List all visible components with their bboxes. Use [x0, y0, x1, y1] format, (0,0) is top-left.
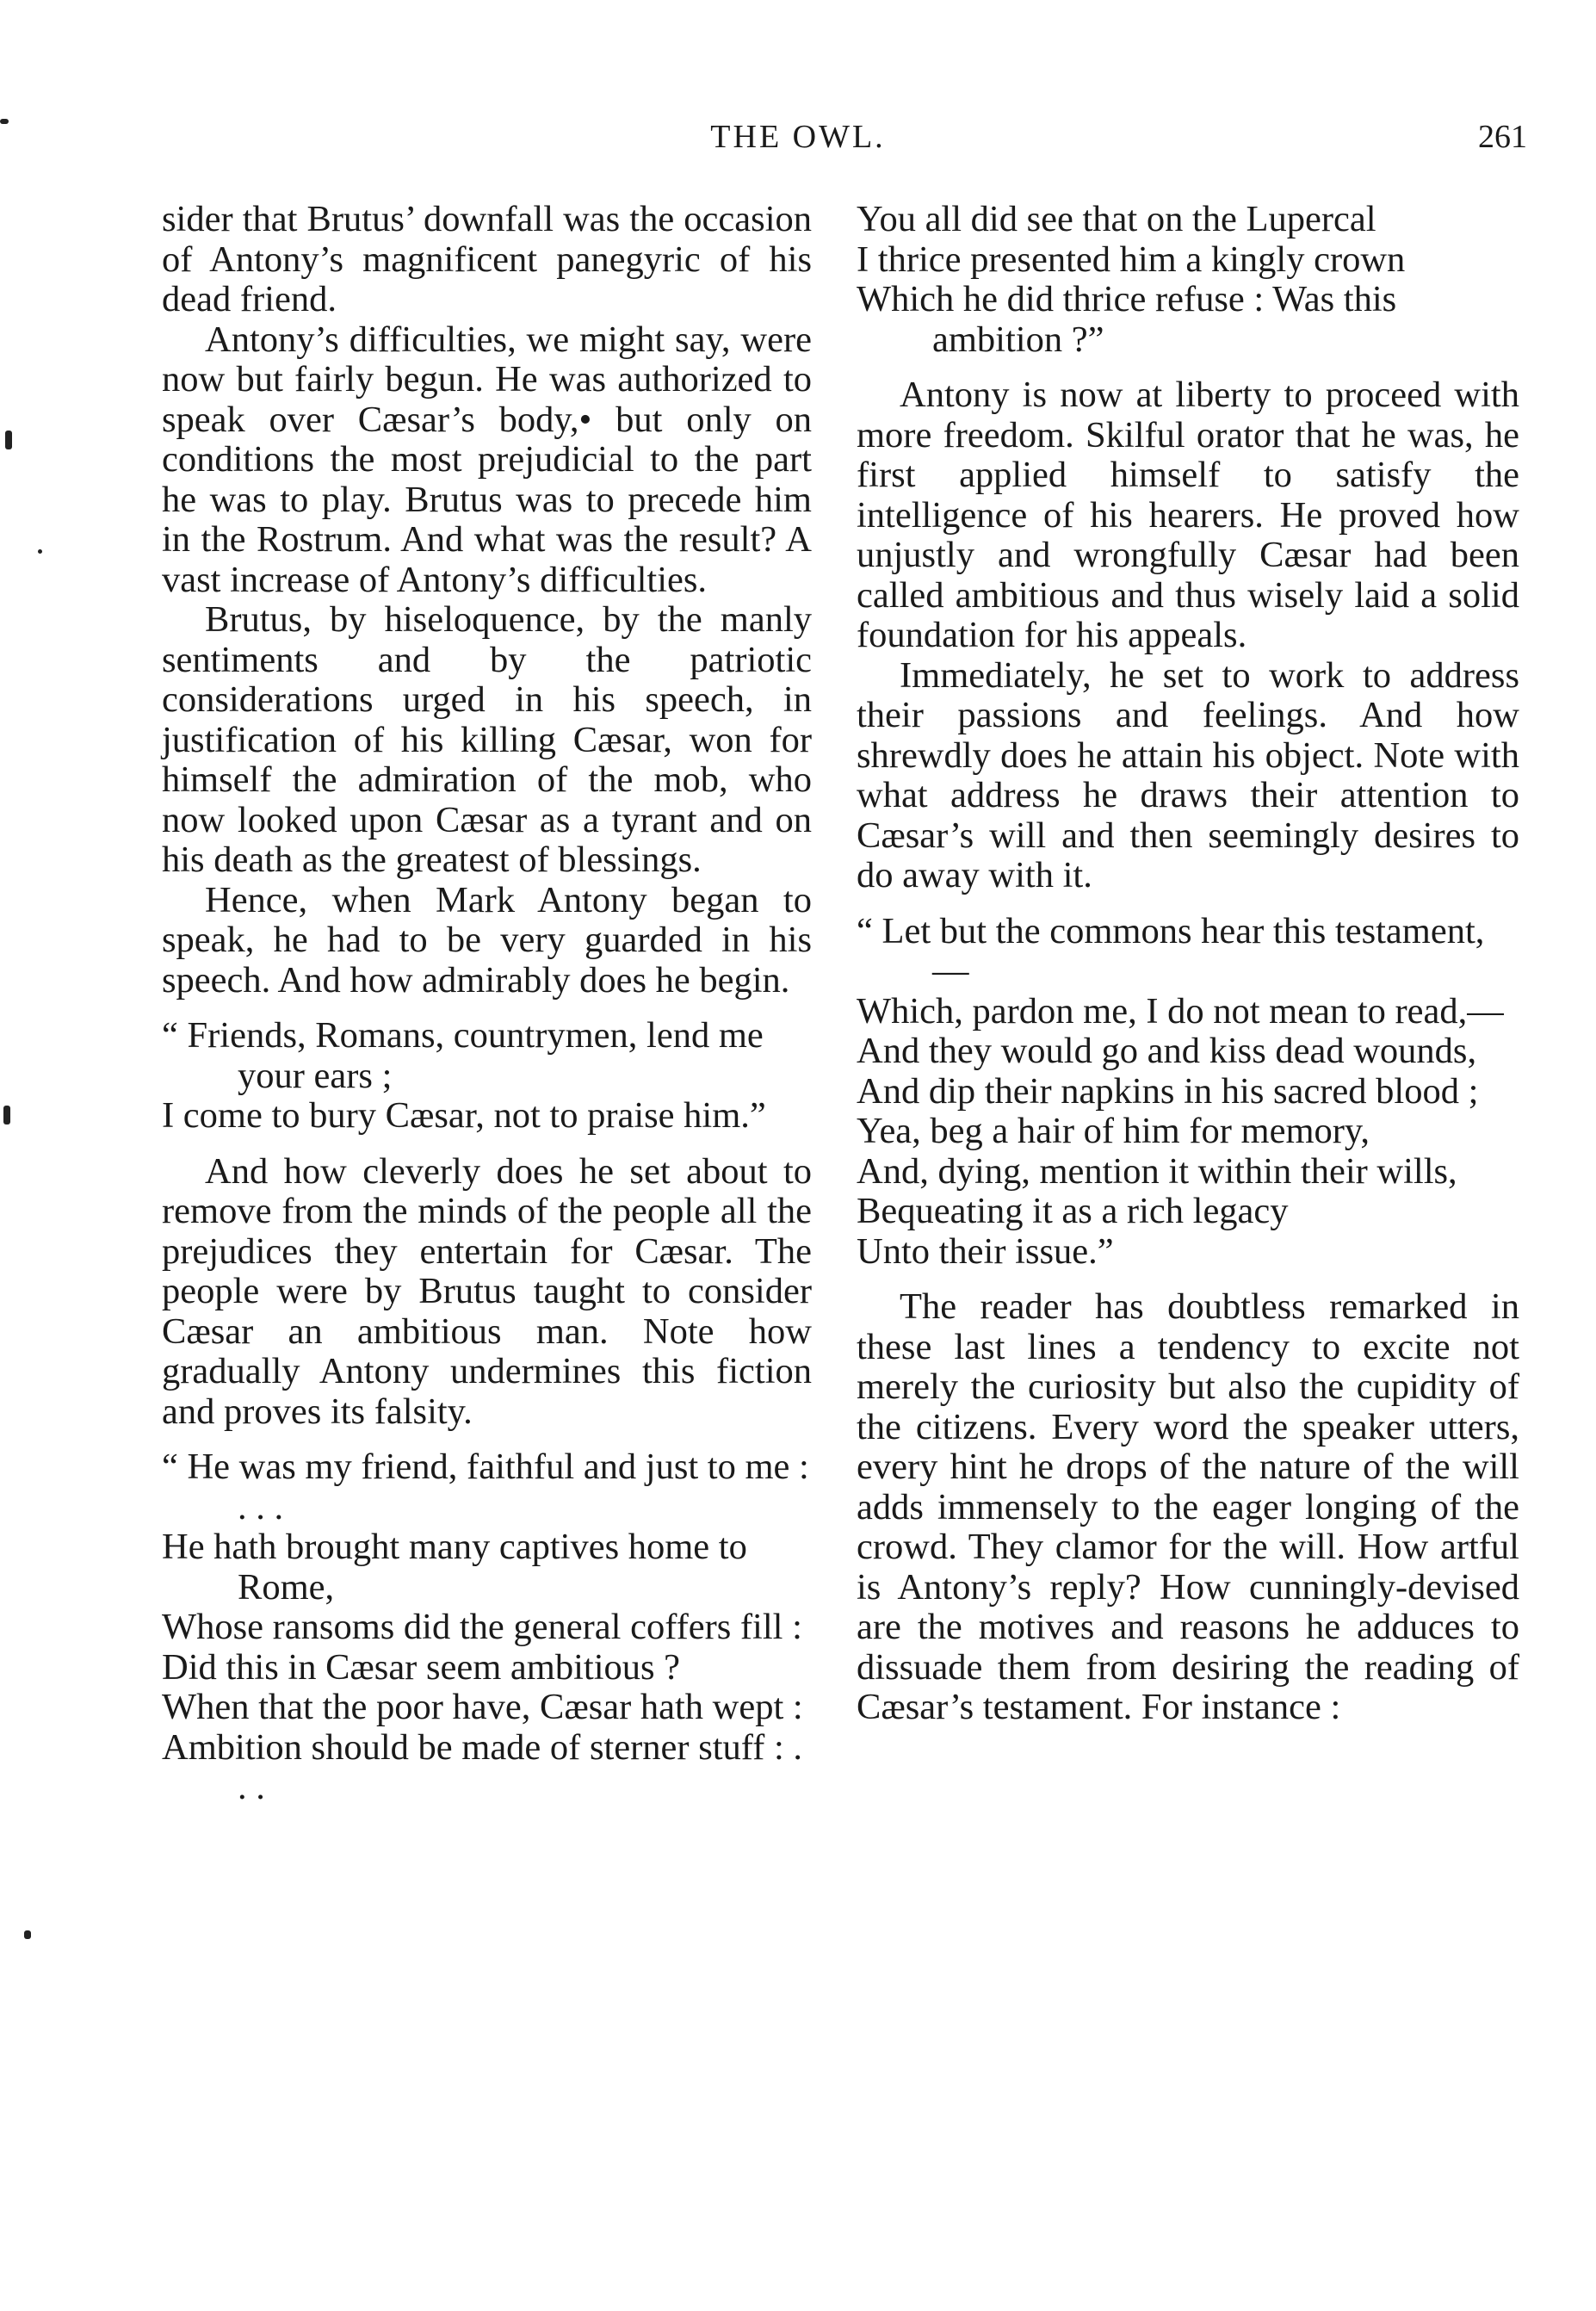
verse-line: Which, pardon me, I do not mean to read,— [857, 990, 1504, 1032]
paragraph: sider that Brutus’ downfall was the occasion of Antony’s magnificent panegyric of his dead friend. [162, 199, 812, 319]
verse-line: Did this in Cæsar seem ambitious ? [162, 1646, 681, 1688]
verse-line: Which he did thrice refuse : Was this ambition ?” [857, 279, 1397, 360]
verse-line: I thrice presented him a kingly crown [857, 239, 1406, 280]
running-title: THE OWL. [710, 119, 886, 155]
right-column [857, 200, 1519, 1728]
paragraph: Hence, when Mark Antony began to speak, he had to be very guarded in his speech. And how admirably does he begin. [162, 879, 812, 1001]
verse-line: Unto their issue.” [857, 1230, 1114, 1272]
scan-mark [5, 431, 12, 449]
paragraph: Brutus, by hiseloquence, by the manly sentiments and by the patriotic considerations urged in his speech, in justification of his killing Cæsar, won for himself the admiration of the mob, who now looked upon Cæsar as a tyrant and on his death as the greatest of blessings. [162, 599, 812, 880]
verse-line: You all did see that on the Lupercal [857, 199, 1376, 239]
verse-quote [857, 912, 1519, 1273]
verse-quote [857, 200, 1519, 360]
scan-mark [24, 1930, 31, 1939]
left-column [162, 200, 812, 1824]
verse-line: I come to bury Cæsar, not to praise him.” [162, 1095, 766, 1136]
verse-line: Ambition should be made of sterner stuff : . . . [162, 1726, 803, 1807]
verse-line: Yea, beg a hair of him for memory, [857, 1111, 1370, 1151]
verse-line: “ Let but the commons hear this testament,— [857, 910, 1485, 991]
scan-mark [3, 1106, 10, 1125]
verse-quote [162, 1016, 812, 1137]
page-header [0, 121, 1596, 172]
paragraph: Antony is now at liberty to proceed with more freedom. Skilful orator that he was, he first applied himself to satisfy the intelligence of his hearers. He proved how unjustly and wrongfully Cæsar had been called ambitious and thus wisely laid a solid foundation for his appeals. [857, 375, 1519, 655]
paragraph: Antony’s difficulties, we might say, were now but fairly begun. He was authorized to speak over Cæsar’s body,• but only on conditions the most prejudicial to the part he was to play. Brutus was to precede him in the Rostrum. And what was the result? A vast increase of Antony’s difficulties. [162, 319, 812, 600]
verse-line: He hath brought many captives home to Rome, [162, 1527, 747, 1608]
paragraph: Immediately, he set to work to address their passions and feelings. And how shrewdly does he attain his object. Note with what address he draws their attention to Cæsar’s will and then seemingly desires to do away with it. [857, 654, 1519, 895]
verse-quote [162, 1447, 812, 1808]
verse-line: “ Friends, Romans, countrymen, lend me your ears ; [162, 1015, 764, 1096]
verse-line: And, dying, mention it within their wills, [857, 1150, 1457, 1192]
verse-line: Whose ransoms did the general coffers fill : [162, 1607, 802, 1647]
paragraph: And how cleverly does he set about to remove from the minds of the people all the prejudices they entertain for Cæsar. The people were by Brutus taught to consider Cæsar an ambitious man. Note how gradually Antony undermines this fiction and proves its falsity. [162, 1150, 812, 1432]
verse-line: When that the poor have, Cæsar hath wept : [162, 1687, 803, 1727]
verse-line: “ He was my friend, faithful and just to me : . . . [162, 1447, 809, 1527]
verse-line: And they would go and kiss dead wounds, [857, 1031, 1477, 1071]
verse-line: Bequeating it as a rich legacy [857, 1191, 1289, 1231]
page-number: 261 [1478, 119, 1527, 155]
paragraph: The reader has doubtless remarked in these last lines a tendency to excite not merely the curiosity but also the cupidity of the citizens. Every word the speaker utters, every hint he drops of the nature of the will adds immensely to the eager longing of the crowd. They clamor for the will. How artful is Antony’s reply? How cunningly-devised are the motives and reasons he adduces to dissuade them from desiring the reading of Cæsar’s testament. For instance : [857, 1286, 1519, 1727]
verse-line: And dip their napkins in his sacred blood ; [857, 1070, 1479, 1112]
scan-mark [38, 549, 42, 554]
